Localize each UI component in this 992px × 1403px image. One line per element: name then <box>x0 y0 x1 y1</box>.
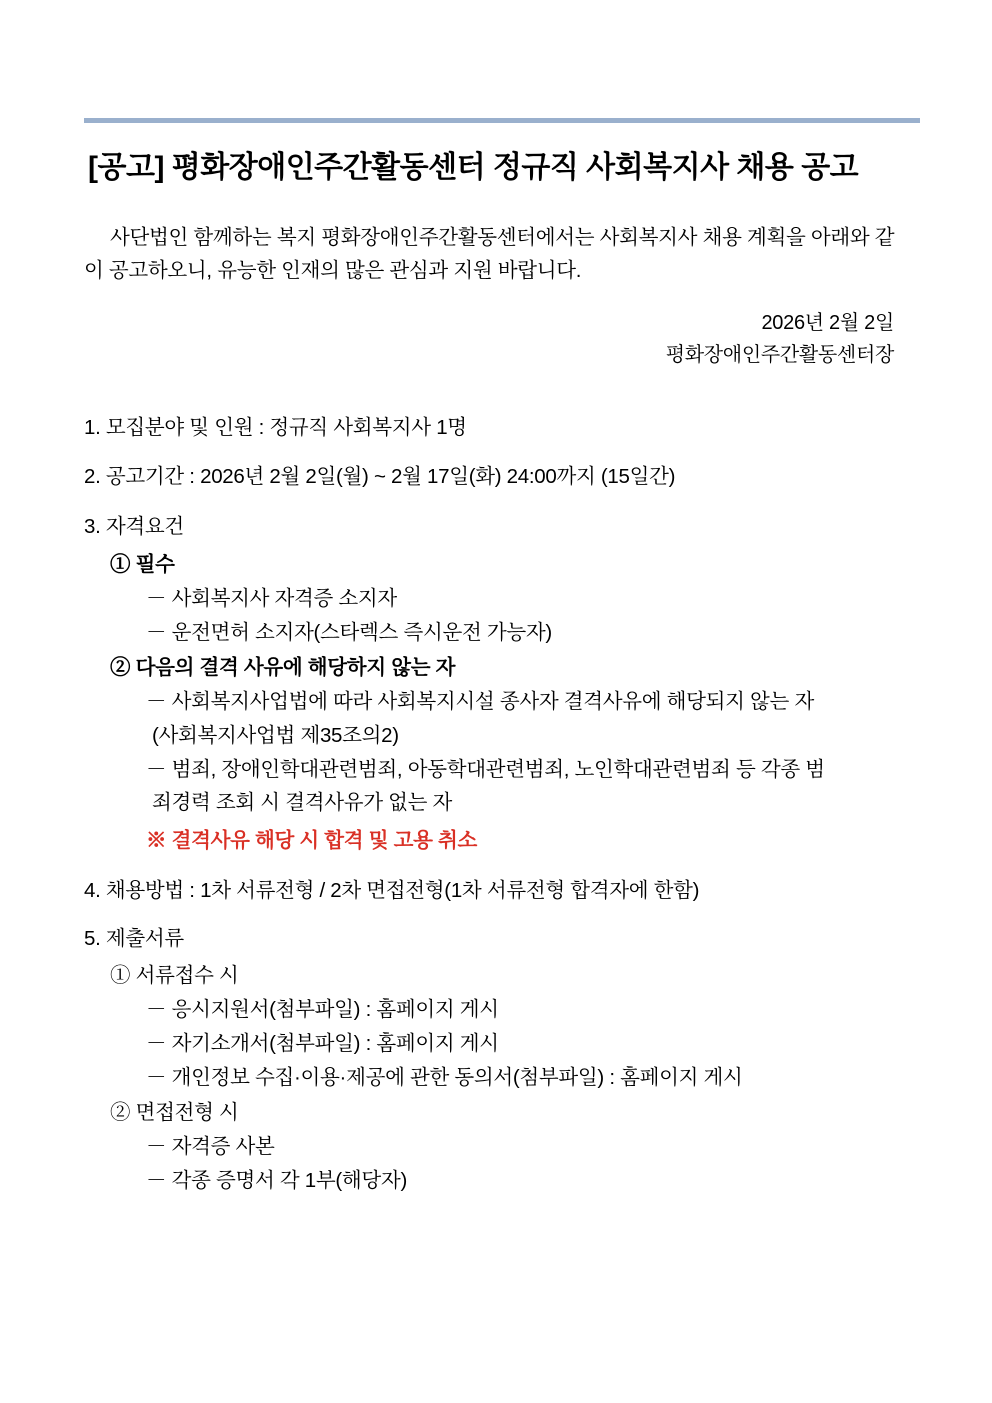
section-3-sub-1-label: ① 필수 <box>110 552 175 576</box>
section-3-sub-2-item-1: － 사회복지사업법에 따라 사회복지시설 종사자 결격사유에 해당되지 않는 자 <box>146 690 814 714</box>
section-5-sub-2-item-2: － 각종 증명서 각 1부(해당자) <box>146 1168 407 1192</box>
signature-date: 2026년 2월 2일 <box>761 311 894 334</box>
section-3 <box>84 511 916 857</box>
section-3-sub-1-item-2: － 운전면허 소지자(스타렉스 즉시운전 가능자) <box>146 620 552 644</box>
section-3-sub-1-item-1: － 사회복지사 자격증 소지자 <box>146 586 397 610</box>
section-2 <box>84 461 916 493</box>
intro-paragraph: 사단법인 함께하는 복지 평화장애인주간활동센터에서는 사회복지사 채용 계획을 아래와 같이 공고하오니, 유능한 인재의 많은 관심과 지원 바랍니다. <box>84 225 895 282</box>
section-5-sub-2-item-1: － 자격증 사본 <box>146 1135 275 1159</box>
signature-block <box>84 307 894 372</box>
section-5-heading: 5. 제출서류 <box>84 926 184 950</box>
section-3-sub-2-item-2-cont: 죄경력 조회 시 결격사유가 없는 자 <box>152 791 453 815</box>
section-4 <box>84 875 916 907</box>
section-5-sub-1-label: ① 서류접수 시 <box>110 964 239 988</box>
section-3-sub-2-label: ② 다음의 결격 사유에 해당하지 않는 자 <box>110 656 456 680</box>
signature-issuer: 평화장애인주간활동센터장 <box>665 344 894 367</box>
section-5-sub-1-item-2: － 자기소개서(첨부파일) : 홈페이지 게시 <box>146 1031 499 1055</box>
section-1-heading: 1. 모집분야 및 인원 : 정규직 사회복지사 1명 <box>84 415 467 439</box>
section-5 <box>84 923 916 1197</box>
section-3-heading: 3. 자격요건 <box>84 515 184 539</box>
header-rule <box>84 118 920 123</box>
section-2-heading: 2. 공고기간 : 2026년 2월 2일(월) ~ 2월 17일(화) 24:00까지 (15일간) <box>84 465 676 489</box>
section-1 <box>84 412 916 444</box>
section-5-sub-2-label: ② 면접전형 시 <box>110 1101 239 1125</box>
section-5-sub-1-item-1: － 응시지원서(첨부파일) : 홈페이지 게시 <box>146 998 499 1022</box>
page-title: [공고] 평화장애인주간활동센터 정규직 사회복지사 채용 공고 <box>88 151 859 184</box>
section-5-sub-1-item-3: － 개인정보 수집·이용·제공에 관한 동의서(첨부파일) : 홈페이지 게시 <box>146 1065 743 1089</box>
disqualification-notice: ※ 결격사유 해당 시 합격 및 고용 취소 <box>146 829 478 853</box>
section-3-sub-2-item-1-cont: (사회복지사업법 제35조의2) <box>152 723 399 747</box>
section-4-heading: 4. 채용방법 : 1차 서류전형 / 2차 면접전형(1차 서류전형 합격자에 한함) <box>84 878 700 902</box>
section-3-sub-2-item-2: － 범죄, 장애인학대관련범죄, 아동학대관련범죄, 노인학대관련범죄 등 각종 범 <box>146 757 825 781</box>
